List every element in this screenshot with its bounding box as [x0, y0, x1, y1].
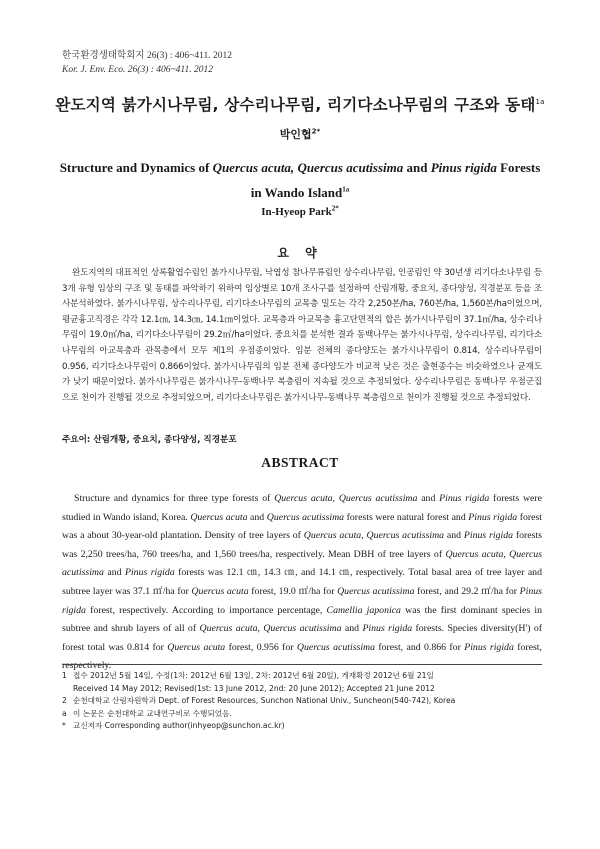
abstract-text: forest, and 29.2 ㎡/ha for	[414, 585, 520, 597]
abstract-text: forests were studied in Wando island, Korea.	[62, 493, 543, 523]
abstract-species: Quercus acutissima	[366, 530, 445, 542]
korean-title	[0, 93, 600, 115]
abstract-text: and	[103, 567, 125, 579]
abstract-text: forests was 2,250 trees/ha, 760 trees/ha, and 1,560 trees/ha, respectively. Mean DBH of tree layers of	[62, 530, 542, 560]
abstract-species: Quercus acutissima	[337, 585, 415, 597]
footnote-corresponding-author-text: 교신저자 Corresponding author(inhyeop@sunchon.ac.kr)	[73, 721, 285, 730]
abstract-text: forests were natural forest and	[344, 511, 469, 523]
journal-citation-korean: 한국환경생태학회지 26(3) : 406~411. 2012	[62, 51, 232, 61]
abstract-text: ,	[361, 530, 367, 542]
abstract-species: Quercus acutissima	[296, 641, 376, 653]
abstract-text: ,	[503, 548, 510, 560]
abstract-text: ,	[257, 623, 264, 635]
english-author-footnote-mark: 2*	[331, 204, 339, 213]
korean-author-name: 박인협	[279, 128, 312, 141]
abstract-text: and	[417, 493, 440, 504]
keywords: 주요어: 산림개황, 중요치, 종다양성, 직경분포	[62, 435, 237, 445]
abstract-species: Pinus rigida	[439, 493, 490, 504]
english-author-name: In-Hyeop Park	[261, 206, 332, 218]
english-author	[0, 206, 600, 218]
korean-title-text: 완도지역 붉가시나무림, 상수리나무림, 리기다소나무림의 구조와 동태	[55, 96, 536, 114]
english-title-footnote-mark: 1a	[342, 185, 350, 194]
abstract-text: was the first dominant species in subtree and shrub layers of all of	[62, 604, 542, 635]
footnote-marker: *	[62, 721, 66, 730]
english-abstract-body	[62, 490, 542, 676]
footnote-corresponding-author	[62, 720, 542, 733]
english-title-species: Quercus acutissima	[297, 160, 404, 175]
journal-header	[62, 49, 232, 77]
abstract-text: forest, 19.0 ㎡/ha for	[248, 585, 338, 597]
korean-abstract-heading: 요 약	[277, 246, 323, 260]
footnote-funding-text: 이 논문은 순천대학교 교내연구비로 수행되었음.	[73, 708, 232, 718]
abstract-species: Quercus acuta	[167, 641, 226, 653]
abstract-species: Quercus acuta	[191, 585, 249, 597]
korean-title-footnote-mark: 1a	[535, 97, 545, 106]
abstract-species: Quercus acutissima	[338, 493, 418, 504]
english-title-species: Quercus acuta,	[212, 160, 295, 175]
abstract-text: and	[341, 623, 363, 635]
abstract-species: Quercus acutissima	[62, 548, 543, 579]
abstract-species: Quercus acuta	[190, 511, 248, 523]
journal-citation-english: Kor. J. Env. Eco. 26(3) : 406~411. 2012	[62, 65, 213, 75]
abstract-species: Quercus acutissima	[263, 623, 342, 635]
abstract-text: ,	[332, 493, 339, 504]
footnote-received	[62, 670, 542, 695]
abstract-text: forest, 0.956 for	[225, 641, 297, 653]
footnote-affiliation-text: 순천대학교 산림자원학과 Dept. of Forest Resources, Sunchon National Univ., Suncheon(540-742), Korea	[73, 696, 456, 705]
footnote-received-english: Received 14 May 2012; Revised(1st: 13 June 2012, 2nd: 20 June 2012); Accepted 21 June 2012	[73, 683, 435, 693]
abstract-species: Pinus rigida	[362, 623, 413, 635]
footnote-funding	[62, 708, 542, 721]
abstract-text: forest, and 0.866 for	[375, 641, 465, 653]
abstract-text: forest, respectively. According to importance percentage,	[85, 604, 327, 616]
abstract-text: forest was a about 30-year-old plantation. Density of tree layers of	[62, 511, 542, 542]
abstract-text: forest, respectively.	[62, 641, 542, 672]
english-title-part: and	[403, 160, 431, 175]
abstract-species: Quercus acuta	[274, 493, 333, 504]
abstract-species: Camellia japonica	[326, 604, 401, 616]
footnote-affiliation	[62, 695, 542, 708]
abstract-heading: ABSTRACT	[261, 455, 339, 470]
abstract-species: Quercus acuta	[445, 548, 504, 560]
english-title-part: Forests	[496, 160, 541, 175]
abstract-species: Pinus rigida	[468, 511, 518, 523]
abstract-species: Pinus rigida	[464, 641, 514, 653]
english-title	[40, 155, 560, 205]
korean-author	[0, 126, 600, 142]
abstract-species: Quercus acuta	[303, 530, 362, 542]
abstract-species: Quercus acuta	[199, 623, 258, 635]
english-title-line2: in Wando Island	[250, 185, 343, 200]
footnote-marker: 2	[62, 696, 67, 705]
abstract-species: Pinus rigida	[463, 530, 514, 542]
abstract-text: and	[247, 511, 267, 523]
footnote-received-korean: 접수 2012년 5월 14일, 수정(1차: 2012년 6월 13일, 2차: 2012년 6월 20일), 게재확정 2012년 6월 21일	[73, 671, 434, 680]
footnote-divider	[62, 664, 542, 665]
footnote-marker: 1	[62, 671, 67, 680]
abstract-species: Quercus acutissima	[266, 511, 345, 523]
abstract-species: Pinus rigida	[124, 567, 175, 579]
abstract-text: forests. Species diversity(H') of forest total was 0.814 for	[62, 623, 543, 653]
english-title-species: Pinus rigida	[430, 160, 497, 175]
abstract-text: and	[444, 530, 464, 542]
abstract-species: Pinus rigida	[62, 585, 542, 616]
abstract-text: forests was 12.1 ㎝, 14.3 ㎝, and 14.1 ㎝, respectively. Total basal area of tree layer and subtree layer was 37.1 ㎡/ha for	[62, 567, 542, 597]
korean-abstract-body: 완도지역의 대표적인 상록활엽수림인 붉가시나무림, 낙엽성 참나무류림인 상수리나무림, 인공림인 약 30년생 리기다소나무림 등 3개 유형 임상의 구조 및 동태를 파악하기 위하여 임상별로 10개 조사구를 설정하여 산림개황, 중요치, 종다양성, 직경분포 등을 조사분석하였다. 붉가시나무림, 상수리나무림, 리기다소나무림의 교목층 밀도는 각각 2,250본/ha, 760본/ha, 1,560본/ha이었으며, 평균흉고직경은 각각 12.1㎝, 14.3㎝, 14.1㎝이었다. 교목층과 아교목층 흉고단면적의 합은 붉가시나무림이 37.1㎡/ha, 상수리나무림이 19.0㎡/ha, 리기다소나무림이 29.2㎡/ha이었다. 중요치를 분석한 결과 동백나무는 붉가시나무림, 상수리나무림, 리기다소나무림의 아교목층과 관목층에서 모두 제1의 우점종이었다. 임분 전체의 종다양도는 붉가시나무림이 0.814, 상수리나무림이 0.956, 리기다소나무림이 0.866이었다. 붉가시나무림의 임분 전체 종다양도가 비교적 낮은 것은 출현종수는 비슷하였으나 균재도가 낮기 때문이었다. 붉가시나무림은 붉가시나무-동백나무 복층림이 지속될 것으로 추정되었다. 상수리나무림은 동백나무 우점군집으로 천이가 진행될 것으로 추정되었으며, 리기다소나무림은 붉가시나무-동백나무 복층림으로 천이가 진행될 것으로 추정되었다.	[62, 268, 542, 403]
korean-author-footnote-mark: 2*	[311, 127, 321, 136]
abstract-text: Structure and dynamics for three type forests of	[74, 493, 275, 504]
footnote-marker: a	[62, 708, 67, 718]
english-title-part: Structure and Dynamics of	[59, 160, 213, 175]
